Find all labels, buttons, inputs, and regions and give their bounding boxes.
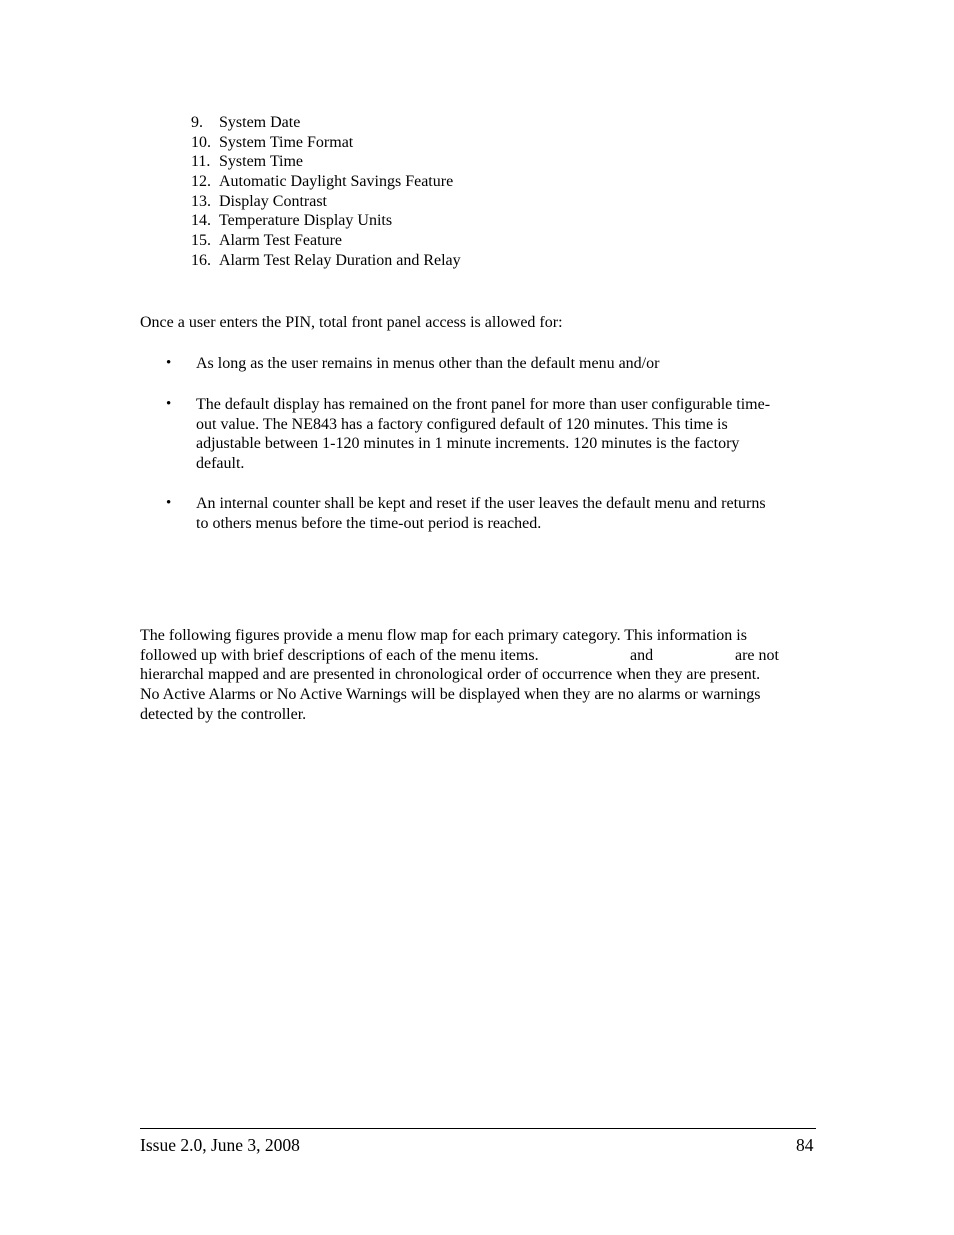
bullet-dot: • [166,495,172,511]
paragraph-line: The following figures provide a menu flow map for each primary category. This information is [140,627,747,644]
bullet-line: to others menus before the time-out period is reached. [196,514,542,532]
bullet-dot: • [166,396,172,412]
list-item-text: Temperature Display Units [219,212,393,230]
list-item-number: 10. [191,133,211,151]
list-item-text: System Date [219,114,301,131]
list-item-text: Alarm Test Relay Duration and Relay [219,251,461,269]
list-item-text: System Time [219,153,304,171]
bullet-text [196,395,821,474]
menu-flow-paragraph [140,626,820,725]
paragraph-segment: and [630,646,654,664]
bullet-text [196,354,821,374]
bullet-line: default. [196,455,245,473]
list-item-number: 16. [191,251,211,269]
footer-issue-date: Issue 2.0, June 3, 2008 [140,1135,300,1155]
bullet-text [196,494,821,533]
list-item-number: 15. [191,232,211,250]
bullet-dot: • [166,355,172,371]
list-item-number: 14. [191,212,211,230]
paragraph-line [140,646,820,666]
list-item-text: System Time Format [219,133,354,151]
bullet-line: adjustable between 1-120 minutes in 1 minute increments. 120 minutes is the factory [196,435,740,453]
list-item-number: 11. [191,153,211,171]
paragraph-line: hierarchal mapped and are presented in chronological order of occurrence when they are present. [140,666,761,684]
bullet-line: The default display has remained on the front panel for more than user configurable time- [196,396,771,413]
list-item-text: Display Contrast [219,192,327,210]
bullet-line: As long as the user remains in menus other than the default menu and/or [196,355,660,372]
bullet-line: out value. The NE843 has a factory configured default of 120 minutes. This time is [196,415,728,433]
list-item-text: Automatic Daylight Savings Feature [219,173,454,191]
bullet-line: An internal counter shall be kept and reset if the user leaves the default menu and returns [196,495,766,512]
pin-intro-text: Once a user enters the PIN, total front panel access is allowed for: [140,314,563,331]
paragraph-line: detected by the controller. [140,705,307,723]
list-item-number: 13. [191,192,211,210]
list-item-number: 9. [191,114,203,131]
footer-divider [140,1128,816,1129]
list-item-number: 12. [191,173,211,191]
page-number: 84 [796,1135,814,1155]
paragraph-segment: are not [735,646,779,664]
paragraph-line: No Active Alarms or No Active Warnings will be displayed when they are no alarms or warnings [140,686,761,704]
paragraph-segment: followed up with brief descriptions of each of the menu items. [140,646,539,664]
list-item-text: Alarm Test Feature [219,232,342,250]
